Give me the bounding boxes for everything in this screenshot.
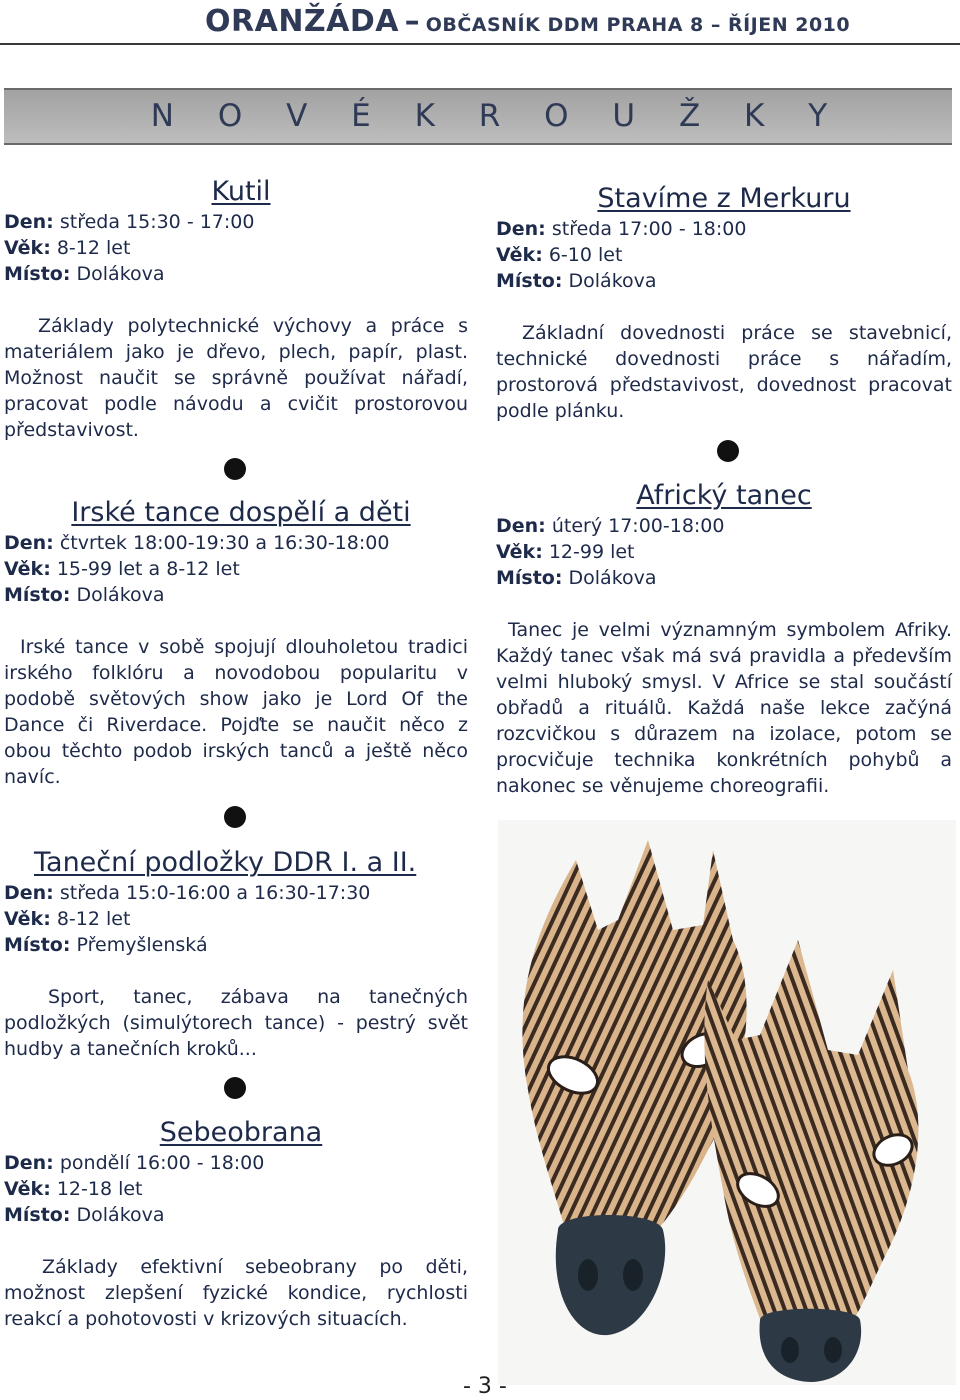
header-rule bbox=[0, 43, 960, 45]
header-separator: – bbox=[404, 4, 421, 39]
circle-description: Tanec je velmi významným symbolem Afriky. Každý tanec však má svá pravidla a především velmi hluboký smysl. V Africe se stal součástí obřadů a rituálů. Každá naše lekce začýná rozcvičkou s důrazem na izolace, potom se procvičuje technika konkrétních pohybů a nakonec se věnujeme choreografii. bbox=[496, 619, 952, 797]
circle-title: Irské tance dospělí a děti bbox=[71, 497, 411, 528]
zebra-masks-photo bbox=[498, 820, 956, 1385]
circle-title: Kutil bbox=[211, 176, 271, 207]
circle-info: Den: úterý 17:00-18:00 Věk: 12-99 let Místo: Dolákova bbox=[496, 515, 725, 589]
circle-title: Stavíme z Merkuru bbox=[597, 183, 851, 214]
circle-merkur bbox=[496, 182, 952, 424]
circle-info: Den: čtvrtek 18:00-19:30 a 16:30-18:00 Věk: 15-99 let a 8-12 let Místo: Dolákova bbox=[4, 532, 390, 606]
bullet-separator bbox=[224, 806, 246, 828]
circle-info: Den: pondělí 16:00 - 18:00 Věk: 12-18 let Místo: Dolákova bbox=[4, 1152, 265, 1226]
circle-info: Den: středa 15:30 - 17:00 Věk: 8-12 let Místo: Dolákova bbox=[4, 211, 255, 285]
newsletter-subtitle: OBČASNÍK DDM PRAHA 8 – ŘÍJEN 2010 bbox=[425, 14, 851, 36]
circle-info: Den: středa 15:0-16:00 a 16:30-17:30 Věk: 8-12 let Místo: Přemyšlenská bbox=[4, 882, 371, 956]
circle-info: Den: středa 17:00 - 18:00 Věk: 6-10 let Místo: Dolákova bbox=[496, 218, 747, 292]
circle-self-defense bbox=[4, 1116, 468, 1332]
bullet-separator bbox=[224, 458, 246, 480]
circle-description: Irské tance v sobě spojují dlouholetou tradici irského folklóru a novodobou popularitu v podobě světových show jako je Lord Of the Dance či Riverdace. Pojďte se naučit něco z obou těchto podob irských tanců a ještě něco navíc. bbox=[4, 636, 468, 788]
circle-dance-pads bbox=[4, 846, 468, 1062]
page-number: - 3 - bbox=[463, 1374, 507, 1399]
bullet-separator bbox=[717, 440, 739, 462]
section-banner: N O V É K R O U Ž K Y bbox=[4, 88, 952, 145]
newsletter-header bbox=[205, 4, 850, 39]
bullet-separator bbox=[224, 1077, 246, 1099]
newsletter-title: ORANŽÁDA bbox=[205, 4, 400, 39]
circle-title: Taneční podložky DDR I. a II. bbox=[34, 847, 417, 878]
circle-description: Základy efektivní sebeobrany po děti, možnost zlepšení fyzické kondice, rychlosti reakcí a pohotovosti v krizových situacích. bbox=[4, 1256, 468, 1330]
circle-description: Sport, tanec, zábava na tanečných podložkých (simulýtorech tance) - pestrý svět hudby a tanečních kroků... bbox=[4, 986, 468, 1060]
circle-title: Sebeobrana bbox=[159, 1117, 323, 1148]
circle-description: Základy polytechnické výchovy a práce s materiálem jako je dřevo, plech, papír, plast. Možnost naučit se správně používat nářadí, pracovat podle návodu a cvičit prostorovou představivost. bbox=[4, 315, 468, 441]
circle-title: Africký tanec bbox=[636, 480, 812, 511]
circle-african-dance bbox=[496, 479, 952, 799]
circle-description: Základní dovednosti práce se stavebnicí, technické dovednosti práce s nářadím, prostorová představivost, dovednost pracovat podle plánku. bbox=[496, 322, 952, 422]
circle-kutil bbox=[4, 175, 468, 443]
circle-irish-dance bbox=[4, 496, 468, 790]
